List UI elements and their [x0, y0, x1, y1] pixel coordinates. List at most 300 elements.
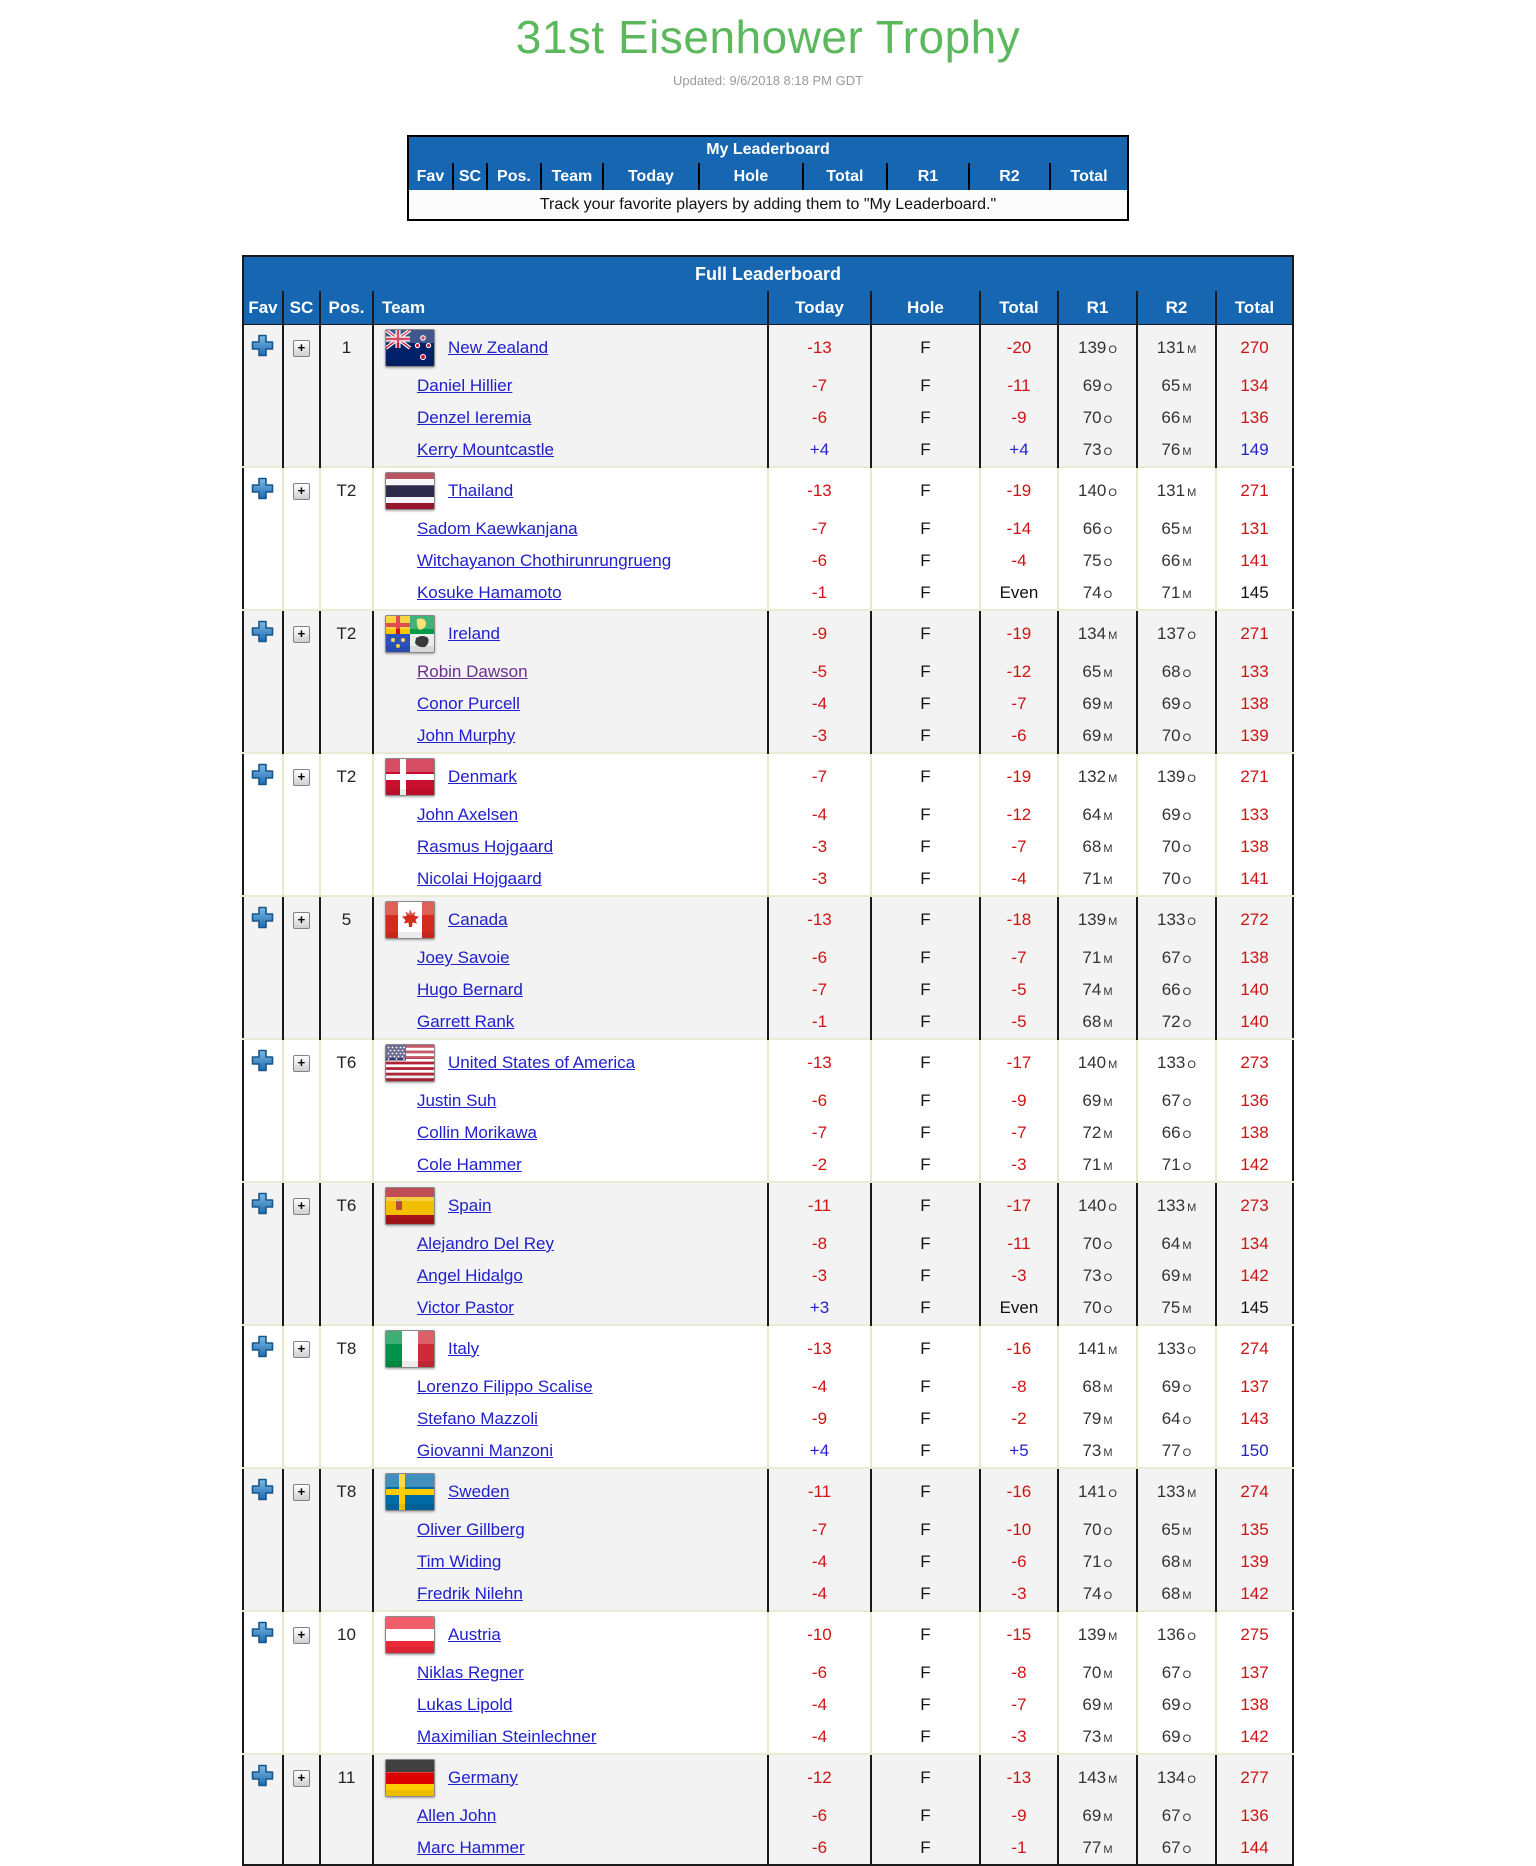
team-link[interactable]: Italy: [447, 1338, 480, 1358]
player-link[interactable]: Nicolai Hojgaard: [416, 869, 542, 888]
total-to-par: [980, 513, 1058, 545]
round1-score-value: 69: [1082, 376, 1102, 395]
fav-cell-empty: [243, 1228, 283, 1260]
player-link[interactable]: Niklas Regner: [416, 1663, 524, 1682]
round2-score-value: 69: [1161, 1727, 1181, 1746]
at-flag-icon: [385, 1616, 435, 1654]
player-row: [243, 1546, 1293, 1578]
team-block: [243, 1611, 1293, 1754]
today-score-value: -6: [811, 1663, 828, 1682]
col-sc: SC: [283, 291, 320, 325]
today-score-value: -7: [811, 1123, 828, 1142]
player-link[interactable]: Kerry Mountcastle: [416, 440, 554, 459]
player-cell: [373, 1657, 768, 1689]
team-position: 11: [320, 1754, 373, 1800]
hole-status-value: F: [920, 480, 931, 500]
team-cell: [373, 1611, 768, 1657]
total-to-par-value: -4: [1011, 551, 1027, 570]
hole-status: [871, 688, 980, 720]
course-suffix: M: [1103, 1161, 1113, 1173]
pos-cell-empty: [320, 1292, 373, 1325]
team-link[interactable]: Canada: [447, 909, 508, 929]
add-favorite-plus-icon[interactable]: [251, 906, 274, 929]
today-score-value: -7: [811, 980, 828, 999]
hole-status: [871, 1149, 980, 1182]
sc-cell-empty: [283, 513, 320, 545]
total-to-par-value: -7: [1011, 694, 1027, 713]
total-strokes-value: 144: [1240, 1838, 1269, 1857]
round2-score: [1137, 863, 1216, 896]
total-strokes: [1216, 1403, 1293, 1435]
col-fav: Fav: [243, 291, 283, 325]
player-link[interactable]: Stefano Mazzoli: [416, 1409, 538, 1428]
player-cell: [373, 1721, 768, 1754]
course-suffix: M: [1103, 986, 1113, 998]
round1-score-value: 68: [1082, 1012, 1102, 1031]
course-suffix: M: [1108, 1058, 1118, 1071]
player-link[interactable]: Collin Morikawa: [416, 1123, 537, 1142]
pos-cell-empty: [320, 1435, 373, 1468]
total-strokes-value: 138: [1240, 1123, 1269, 1142]
player-link[interactable]: Allen John: [416, 1806, 497, 1825]
round1-score: [1058, 1292, 1137, 1325]
player-link[interactable]: Rasmus Hojgaard: [416, 837, 554, 856]
total-strokes-value: 131: [1240, 519, 1269, 538]
player-row: [243, 1260, 1293, 1292]
player-link[interactable]: Daniel Hillier: [416, 376, 513, 395]
player-row: [243, 863, 1293, 896]
round1-score-value: 74: [1082, 583, 1102, 602]
sc-cell-empty: [283, 434, 320, 467]
total-to-par: [980, 1657, 1058, 1689]
today-score: [768, 1292, 871, 1325]
course-suffix: M: [1187, 1487, 1197, 1500]
round2-score: [1137, 1260, 1216, 1292]
fav-cell-empty: [243, 1085, 283, 1117]
course-suffix: M: [1108, 772, 1118, 785]
player-link[interactable]: Garrett Rank: [416, 1012, 515, 1031]
pos-cell-empty: [320, 370, 373, 402]
player-link[interactable]: Oliver Gillberg: [416, 1520, 525, 1539]
pos-cell-empty: [320, 1260, 373, 1292]
round2-score: [1137, 1039, 1216, 1085]
today-score-value: -1: [811, 1012, 828, 1031]
player-link[interactable]: Conor Purcell: [416, 694, 520, 713]
total-to-par: [980, 896, 1058, 942]
player-row: [243, 434, 1293, 467]
player-cell: [373, 656, 768, 688]
round2-score-value: 66: [1161, 551, 1181, 570]
player-link[interactable]: John Murphy: [416, 726, 516, 745]
total-strokes-value: 270: [1240, 337, 1269, 357]
expand-scorecard-icon[interactable]: +: [293, 1627, 310, 1644]
round2-score: [1137, 402, 1216, 434]
player-link[interactable]: Hugo Bernard: [416, 980, 523, 999]
dk-flag-icon: [385, 758, 435, 796]
total-strokes: [1216, 467, 1293, 513]
player-link[interactable]: Denzel Ieremia: [416, 408, 532, 427]
player-link[interactable]: Lorenzo Filippo Scalise: [416, 1377, 593, 1396]
player-link[interactable]: John Axelsen: [416, 805, 519, 824]
round2-score: [1137, 1403, 1216, 1435]
round2-score: [1137, 831, 1216, 863]
total-strokes: [1216, 656, 1293, 688]
expand-scorecard-icon[interactable]: +: [293, 626, 310, 643]
hole-status: [871, 1435, 980, 1468]
col-pos: Pos.: [320, 291, 373, 325]
today-score-value: +3: [809, 1298, 830, 1317]
total-to-par: [980, 1260, 1058, 1292]
course-suffix: M: [1108, 1344, 1118, 1357]
hole-status-value: F: [920, 376, 931, 395]
total-to-par-value: -17: [1006, 1052, 1032, 1072]
total-to-par-value: -10: [1006, 1520, 1032, 1539]
round1-score-value: 74: [1082, 980, 1102, 999]
round2-score-value: 68: [1161, 1552, 1181, 1571]
total-to-par-value: -6: [1011, 1552, 1027, 1571]
fav-cell-empty: [243, 513, 283, 545]
team-name-group: [374, 472, 767, 510]
total-strokes-value: 145: [1240, 1298, 1269, 1317]
player-cell: [373, 1578, 768, 1611]
it-flag-icon: [385, 1330, 435, 1368]
round2-score: [1137, 942, 1216, 974]
round1-score-value: 139: [1077, 909, 1107, 929]
today-score: [768, 1006, 871, 1039]
round1-score-value: 139: [1078, 337, 1107, 357]
total-to-par: [980, 1006, 1058, 1039]
player-row: [243, 1149, 1293, 1182]
fav-cell: [243, 1611, 283, 1657]
round2-score: [1137, 1657, 1216, 1689]
player-link[interactable]: Joey Savoie: [416, 948, 510, 967]
team-link[interactable]: Sweden: [447, 1481, 510, 1501]
hole-status: [871, 1006, 980, 1039]
round2-score: [1137, 1468, 1216, 1514]
total-strokes: [1216, 1800, 1293, 1832]
today-score-value: -6: [811, 1806, 828, 1825]
course-suffix: O: [1187, 1058, 1196, 1071]
round2-score-value: 67: [1161, 1091, 1181, 1110]
fav-cell-empty: [243, 688, 283, 720]
player-cell: [373, 1006, 768, 1039]
player-link[interactable]: Witchayanon Chothirunrungrueng: [416, 551, 672, 570]
total-strokes-value: 136: [1240, 1091, 1269, 1110]
expand-scorecard-icon[interactable]: +: [293, 769, 310, 786]
hole-status-value: F: [920, 726, 931, 745]
team-block: [243, 1325, 1293, 1468]
player-row: [243, 1832, 1293, 1865]
today-score: [768, 753, 871, 799]
player-link[interactable]: Alejandro Del Rey: [416, 1234, 554, 1253]
col-sc: SC: [453, 163, 487, 190]
round1-score: [1058, 1403, 1137, 1435]
today-score-value: -6: [811, 551, 828, 570]
today-score: [768, 831, 871, 863]
course-suffix: O: [1187, 1344, 1196, 1357]
round2-score: [1137, 688, 1216, 720]
fav-cell-empty: [243, 434, 283, 467]
round1-score-value: 69: [1082, 726, 1102, 745]
total-strokes: [1216, 610, 1293, 656]
pos-cell-empty: [320, 942, 373, 974]
round2-score-value: 131: [1156, 480, 1186, 500]
team-cell: [373, 325, 768, 371]
round2-score-value: 133: [1156, 1481, 1186, 1501]
course-suffix: O: [1103, 414, 1113, 426]
round2-score-value: 71: [1161, 583, 1181, 602]
today-score-value: -8: [811, 1234, 828, 1253]
player-link[interactable]: Cole Hammer: [416, 1155, 522, 1174]
hole-status: [871, 974, 980, 1006]
hole-status: [871, 513, 980, 545]
round2-score-value: 67: [1161, 1806, 1181, 1825]
total-strokes-value: 136: [1240, 408, 1269, 427]
sc-cell-empty: [283, 1721, 320, 1754]
sc-cell: [283, 467, 320, 513]
add-favorite-plus-icon[interactable]: [251, 1478, 274, 1501]
team-position: 1: [320, 325, 373, 371]
add-favorite-plus-icon[interactable]: [251, 1764, 274, 1787]
hole-status: [871, 1546, 980, 1578]
team-row: [243, 1325, 1293, 1371]
expand-scorecard-icon[interactable]: +: [293, 912, 310, 929]
add-favorite-plus-icon[interactable]: [251, 1621, 274, 1644]
expand-scorecard-icon[interactable]: +: [293, 1770, 310, 1787]
total-to-par: [980, 1611, 1058, 1657]
col-pos: Pos.: [487, 163, 541, 190]
add-favorite-plus-icon[interactable]: [251, 1049, 274, 1072]
course-suffix: O: [1103, 1558, 1113, 1570]
course-suffix: O: [1103, 1526, 1113, 1538]
hole-status-value: F: [920, 583, 931, 602]
hole-status-value: F: [920, 948, 931, 967]
total-strokes-value: 277: [1240, 1767, 1269, 1787]
add-favorite-plus-icon[interactable]: [251, 334, 274, 357]
round1-score-value: 70: [1082, 1663, 1102, 1682]
pos-cell-empty: [320, 831, 373, 863]
col-r1: R1: [887, 163, 969, 190]
round1-score-value: 70: [1082, 1234, 1102, 1253]
today-score: [768, 610, 871, 656]
total-to-par: [980, 1832, 1058, 1865]
player-link[interactable]: Giovanni Manzoni: [416, 1441, 554, 1460]
round2-score: [1137, 370, 1216, 402]
round2-score: [1137, 545, 1216, 577]
total-to-par-value: -7: [1011, 948, 1027, 967]
hole-status-value: F: [920, 1266, 931, 1285]
expand-scorecard-icon[interactable]: +: [293, 1198, 310, 1215]
add-favorite-plus-icon[interactable]: [251, 763, 274, 786]
round1-score: [1058, 402, 1137, 434]
player-link[interactable]: Lukas Lipold: [416, 1695, 513, 1714]
team-link[interactable]: Spain: [447, 1195, 492, 1215]
total-strokes-value: 140: [1240, 980, 1269, 999]
team-link[interactable]: United States of America: [447, 1052, 636, 1072]
player-link[interactable]: Victor Pastor: [416, 1298, 514, 1317]
round1-score: [1058, 799, 1137, 831]
course-suffix: M: [1103, 1733, 1113, 1745]
team-cell: [373, 1468, 768, 1514]
team-position: T6: [320, 1182, 373, 1228]
hole-status: [871, 942, 980, 974]
total-to-par-value: -13: [1006, 1767, 1032, 1787]
team-link[interactable]: Germany: [447, 1767, 518, 1787]
round1-score: [1058, 656, 1137, 688]
course-suffix: O: [1182, 1812, 1192, 1824]
expand-scorecard-icon[interactable]: +: [293, 1341, 310, 1358]
round2-score-value: 68: [1161, 1584, 1181, 1603]
round2-score-value: 72: [1161, 1012, 1181, 1031]
fav-cell-empty: [243, 1260, 283, 1292]
player-link[interactable]: Robin Dawson: [416, 662, 528, 681]
team-name-group: [374, 1759, 767, 1797]
col-hole: Hole: [871, 291, 980, 325]
ca-flag-icon: [385, 901, 435, 939]
team-block: [243, 1754, 1293, 1865]
course-suffix: O: [1182, 1129, 1192, 1141]
total-strokes: [1216, 1182, 1293, 1228]
team-block: [243, 1039, 1293, 1182]
course-suffix: O: [1182, 811, 1192, 823]
player-row: [243, 688, 1293, 720]
total-to-par-value: -12: [1006, 662, 1032, 681]
col-total2: Total: [1050, 163, 1128, 190]
team-position: T8: [320, 1325, 373, 1371]
course-suffix: O: [1103, 446, 1113, 458]
team-link[interactable]: Denmark: [447, 766, 517, 786]
total-to-par: [980, 1514, 1058, 1546]
today-score-value: -13: [807, 337, 832, 357]
player-link[interactable]: Angel Hidalgo: [416, 1266, 523, 1285]
team-row: [243, 1611, 1293, 1657]
team-link[interactable]: New Zealand: [447, 337, 549, 357]
total-strokes: [1216, 1578, 1293, 1611]
total-to-par: [980, 688, 1058, 720]
player-link[interactable]: Tim Widing: [416, 1552, 502, 1571]
player-cell: [373, 863, 768, 896]
total-to-par-value: +4: [1009, 440, 1029, 459]
round2-score: [1137, 1578, 1216, 1611]
team-link[interactable]: Thailand: [447, 480, 514, 500]
fav-cell-empty: [243, 1149, 283, 1182]
total-strokes: [1216, 753, 1293, 799]
course-suffix: M: [1182, 557, 1192, 569]
pos-cell-empty: [320, 974, 373, 1006]
hole-status: [871, 545, 980, 577]
round1-score: [1058, 610, 1137, 656]
total-to-par-value: -15: [1006, 1624, 1032, 1644]
player-cell: [373, 577, 768, 610]
course-suffix: O: [1182, 1844, 1192, 1856]
course-suffix: O: [1182, 986, 1192, 998]
round1-score-value: 69: [1082, 1695, 1102, 1714]
course-suffix: O: [1187, 1773, 1196, 1786]
hole-status-value: F: [920, 1584, 931, 1603]
total-strokes: [1216, 1325, 1293, 1371]
team-cell: [373, 1182, 768, 1228]
round1-score-value: 73: [1082, 440, 1102, 459]
total-to-par: [980, 577, 1058, 610]
hole-status-value: F: [920, 1234, 931, 1253]
sc-cell-empty: [283, 656, 320, 688]
expand-scorecard-icon[interactable]: +: [293, 340, 310, 357]
today-score: [768, 1800, 871, 1832]
expand-scorecard-icon[interactable]: +: [293, 1484, 310, 1501]
pos-cell-empty: [320, 688, 373, 720]
sc-cell-empty: [283, 1260, 320, 1292]
hole-status-value: F: [920, 1520, 931, 1539]
round2-score: [1137, 1228, 1216, 1260]
expand-scorecard-icon[interactable]: +: [293, 483, 310, 500]
round2-score-value: 75: [1161, 1298, 1181, 1317]
team-row: [243, 1039, 1293, 1085]
total-to-par-value: -19: [1006, 623, 1032, 643]
total-strokes: [1216, 513, 1293, 545]
total-strokes: [1216, 1149, 1293, 1182]
round1-score-value: 143: [1077, 1767, 1107, 1787]
hole-status: [871, 1657, 980, 1689]
total-to-par-value: +5: [1009, 1441, 1029, 1460]
se-flag-icon: [385, 1473, 435, 1511]
add-favorite-plus-icon[interactable]: [251, 1335, 274, 1358]
round1-score: [1058, 863, 1137, 896]
sc-cell-empty: [283, 1085, 320, 1117]
today-score-value: -6: [811, 1838, 828, 1857]
hole-status: [871, 863, 980, 896]
team-link[interactable]: Austria: [447, 1624, 501, 1644]
today-score-value: -1: [811, 583, 828, 602]
total-strokes: [1216, 1546, 1293, 1578]
round2-score: [1137, 1325, 1216, 1371]
total-to-par: [980, 325, 1058, 371]
team-block: [243, 1182, 1293, 1325]
round2-score: [1137, 610, 1216, 656]
total-strokes-value: 275: [1240, 1624, 1269, 1644]
player-link[interactable]: Kosuke Hamamoto: [416, 583, 562, 602]
add-favorite-plus-icon[interactable]: [251, 477, 274, 500]
player-cell: [373, 1149, 768, 1182]
total-strokes-value: 142: [1240, 1155, 1269, 1174]
hole-status-value: F: [920, 551, 931, 570]
add-favorite-plus-icon[interactable]: [251, 1192, 274, 1215]
player-link[interactable]: Justin Suh: [416, 1091, 497, 1110]
total-strokes-value: 138: [1240, 694, 1269, 713]
total-strokes: [1216, 1228, 1293, 1260]
round1-score-value: 73: [1082, 1441, 1102, 1460]
total-to-par-value: -2: [1011, 1409, 1027, 1428]
today-score: [768, 1228, 871, 1260]
round1-score: [1058, 1260, 1137, 1292]
player-link[interactable]: Sadom Kaewkanjana: [416, 519, 578, 538]
player-link[interactable]: Maximilian Steinlechner: [416, 1727, 597, 1746]
add-favorite-plus-icon[interactable]: [251, 620, 274, 643]
team-name-group: [374, 901, 767, 939]
total-to-par-value: -3: [1011, 1727, 1027, 1746]
hole-status: [871, 1371, 980, 1403]
player-link[interactable]: Fredrik Nilehn: [416, 1584, 523, 1603]
fav-cell-empty: [243, 1292, 283, 1325]
team-link[interactable]: Ireland: [447, 623, 500, 643]
round1-score-value: 139: [1077, 1624, 1107, 1644]
fav-cell-empty: [243, 799, 283, 831]
expand-scorecard-icon[interactable]: +: [293, 1055, 310, 1072]
hole-status: [871, 896, 980, 942]
hole-status-value: F: [920, 1091, 931, 1110]
player-link[interactable]: Marc Hammer: [416, 1838, 525, 1857]
fav-cell-empty: [243, 974, 283, 1006]
player-row: [243, 720, 1293, 753]
